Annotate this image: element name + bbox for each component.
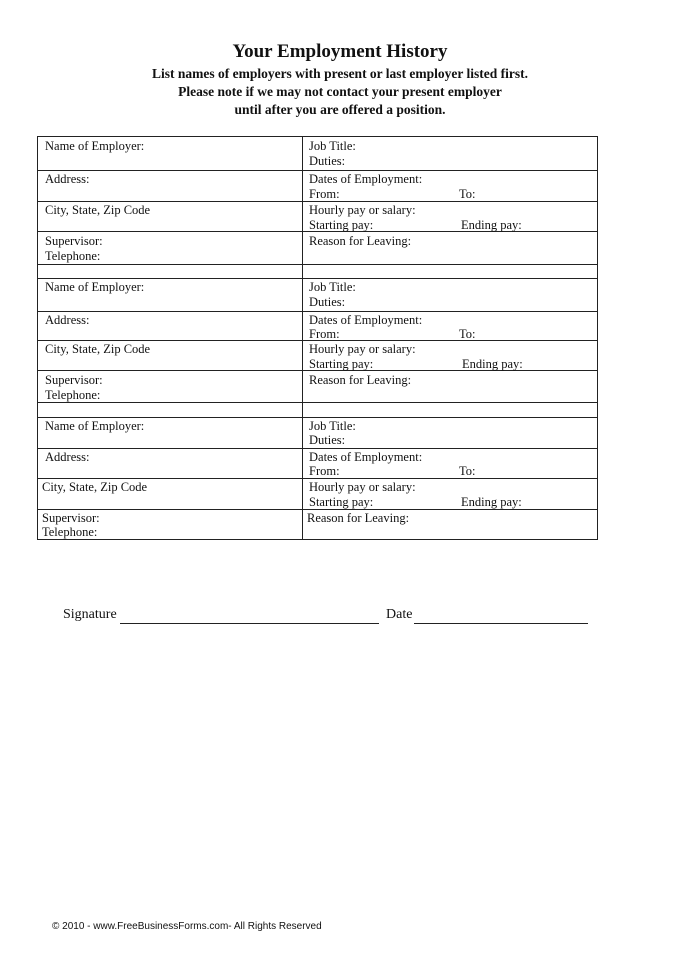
address-label[interactable]: Address:: [45, 172, 90, 186]
hourly-pay-label[interactable]: Hourly pay or salary:: [309, 480, 416, 494]
name-of-employer-label[interactable]: Name of Employer:: [45, 280, 145, 294]
date-line[interactable]: [414, 623, 588, 624]
address-label[interactable]: Address:: [45, 313, 90, 327]
job-title-label[interactable]: Job Title:: [309, 419, 356, 433]
ending-pay-label[interactable]: Ending pay:: [462, 357, 523, 371]
block-divider: [38, 417, 597, 418]
row-divider: [38, 448, 597, 449]
reason-for-leaving-label[interactable]: Reason for Leaving:: [307, 511, 410, 525]
job-title-label[interactable]: Job Title:: [309, 280, 356, 294]
supervisor-label[interactable]: Supervisor:: [42, 511, 100, 525]
name-of-employer-label[interactable]: Name of Employer:: [45, 139, 145, 153]
name-of-employer-label[interactable]: Name of Employer:: [45, 419, 145, 433]
to-label[interactable]: To:: [459, 464, 476, 478]
dates-of-employment-label[interactable]: Dates of Employment:: [309, 450, 423, 464]
row-divider: [38, 402, 597, 403]
duties-label[interactable]: Duties:: [309, 154, 346, 168]
signature-line[interactable]: [120, 623, 379, 624]
reason-for-leaving-label[interactable]: Reason for Leaving:: [309, 234, 412, 248]
address-label[interactable]: Address:: [45, 450, 90, 464]
duties-label[interactable]: Duties:: [309, 295, 346, 309]
to-label[interactable]: To:: [459, 187, 476, 201]
page-title: Your Employment History: [232, 41, 448, 62]
hourly-pay-label[interactable]: Hourly pay or salary:: [309, 203, 416, 217]
row-divider: [38, 170, 597, 171]
row-divider: [38, 264, 597, 265]
to-label[interactable]: To:: [459, 327, 476, 341]
ending-pay-label[interactable]: Ending pay:: [461, 495, 522, 509]
date-label: Date: [386, 607, 413, 622]
city-state-zip-label[interactable]: City, State, Zip Code: [42, 480, 148, 494]
telephone-label[interactable]: Telephone:: [45, 249, 101, 263]
reason-for-leaving-label[interactable]: Reason for Leaving:: [309, 373, 412, 387]
instructions-line-1: List names of employers with present or last employer listed first.: [151, 66, 529, 81]
duties-label[interactable]: Duties:: [309, 433, 346, 447]
starting-pay-label[interactable]: Starting pay:: [309, 357, 374, 371]
row-divider: [38, 311, 597, 312]
supervisor-label[interactable]: Supervisor:: [45, 234, 103, 248]
telephone-label[interactable]: Telephone:: [42, 525, 98, 539]
ending-pay-label[interactable]: Ending pay:: [461, 218, 522, 232]
employment-history-table: [37, 136, 598, 540]
hourly-pay-label[interactable]: Hourly pay or salary:: [309, 342, 416, 356]
job-title-label[interactable]: Job Title:: [309, 139, 356, 153]
starting-pay-label[interactable]: Starting pay:: [309, 495, 374, 509]
copyright-footer: © 2010 - www.FreeBusinessForms.com- All Rights Reserved: [52, 921, 322, 932]
from-label[interactable]: From:: [309, 464, 340, 478]
starting-pay-label[interactable]: Starting pay:: [309, 218, 374, 232]
city-state-zip-label[interactable]: City, State, Zip Code: [45, 203, 151, 217]
signature-label: Signature: [63, 607, 117, 622]
dates-of-employment-label[interactable]: Dates of Employment:: [309, 172, 423, 186]
telephone-label[interactable]: Telephone:: [45, 388, 101, 402]
from-label[interactable]: From:: [309, 327, 340, 341]
supervisor-label[interactable]: Supervisor:: [45, 373, 103, 387]
dates-of-employment-label[interactable]: Dates of Employment:: [309, 313, 423, 327]
from-label[interactable]: From:: [309, 187, 340, 201]
city-state-zip-label[interactable]: City, State, Zip Code: [45, 342, 151, 356]
block-divider: [38, 278, 597, 279]
instructions-line-3: until after you are offered a position.: [234, 102, 446, 117]
instructions-line-2: Please note if we may not contact your present employer: [178, 84, 502, 99]
